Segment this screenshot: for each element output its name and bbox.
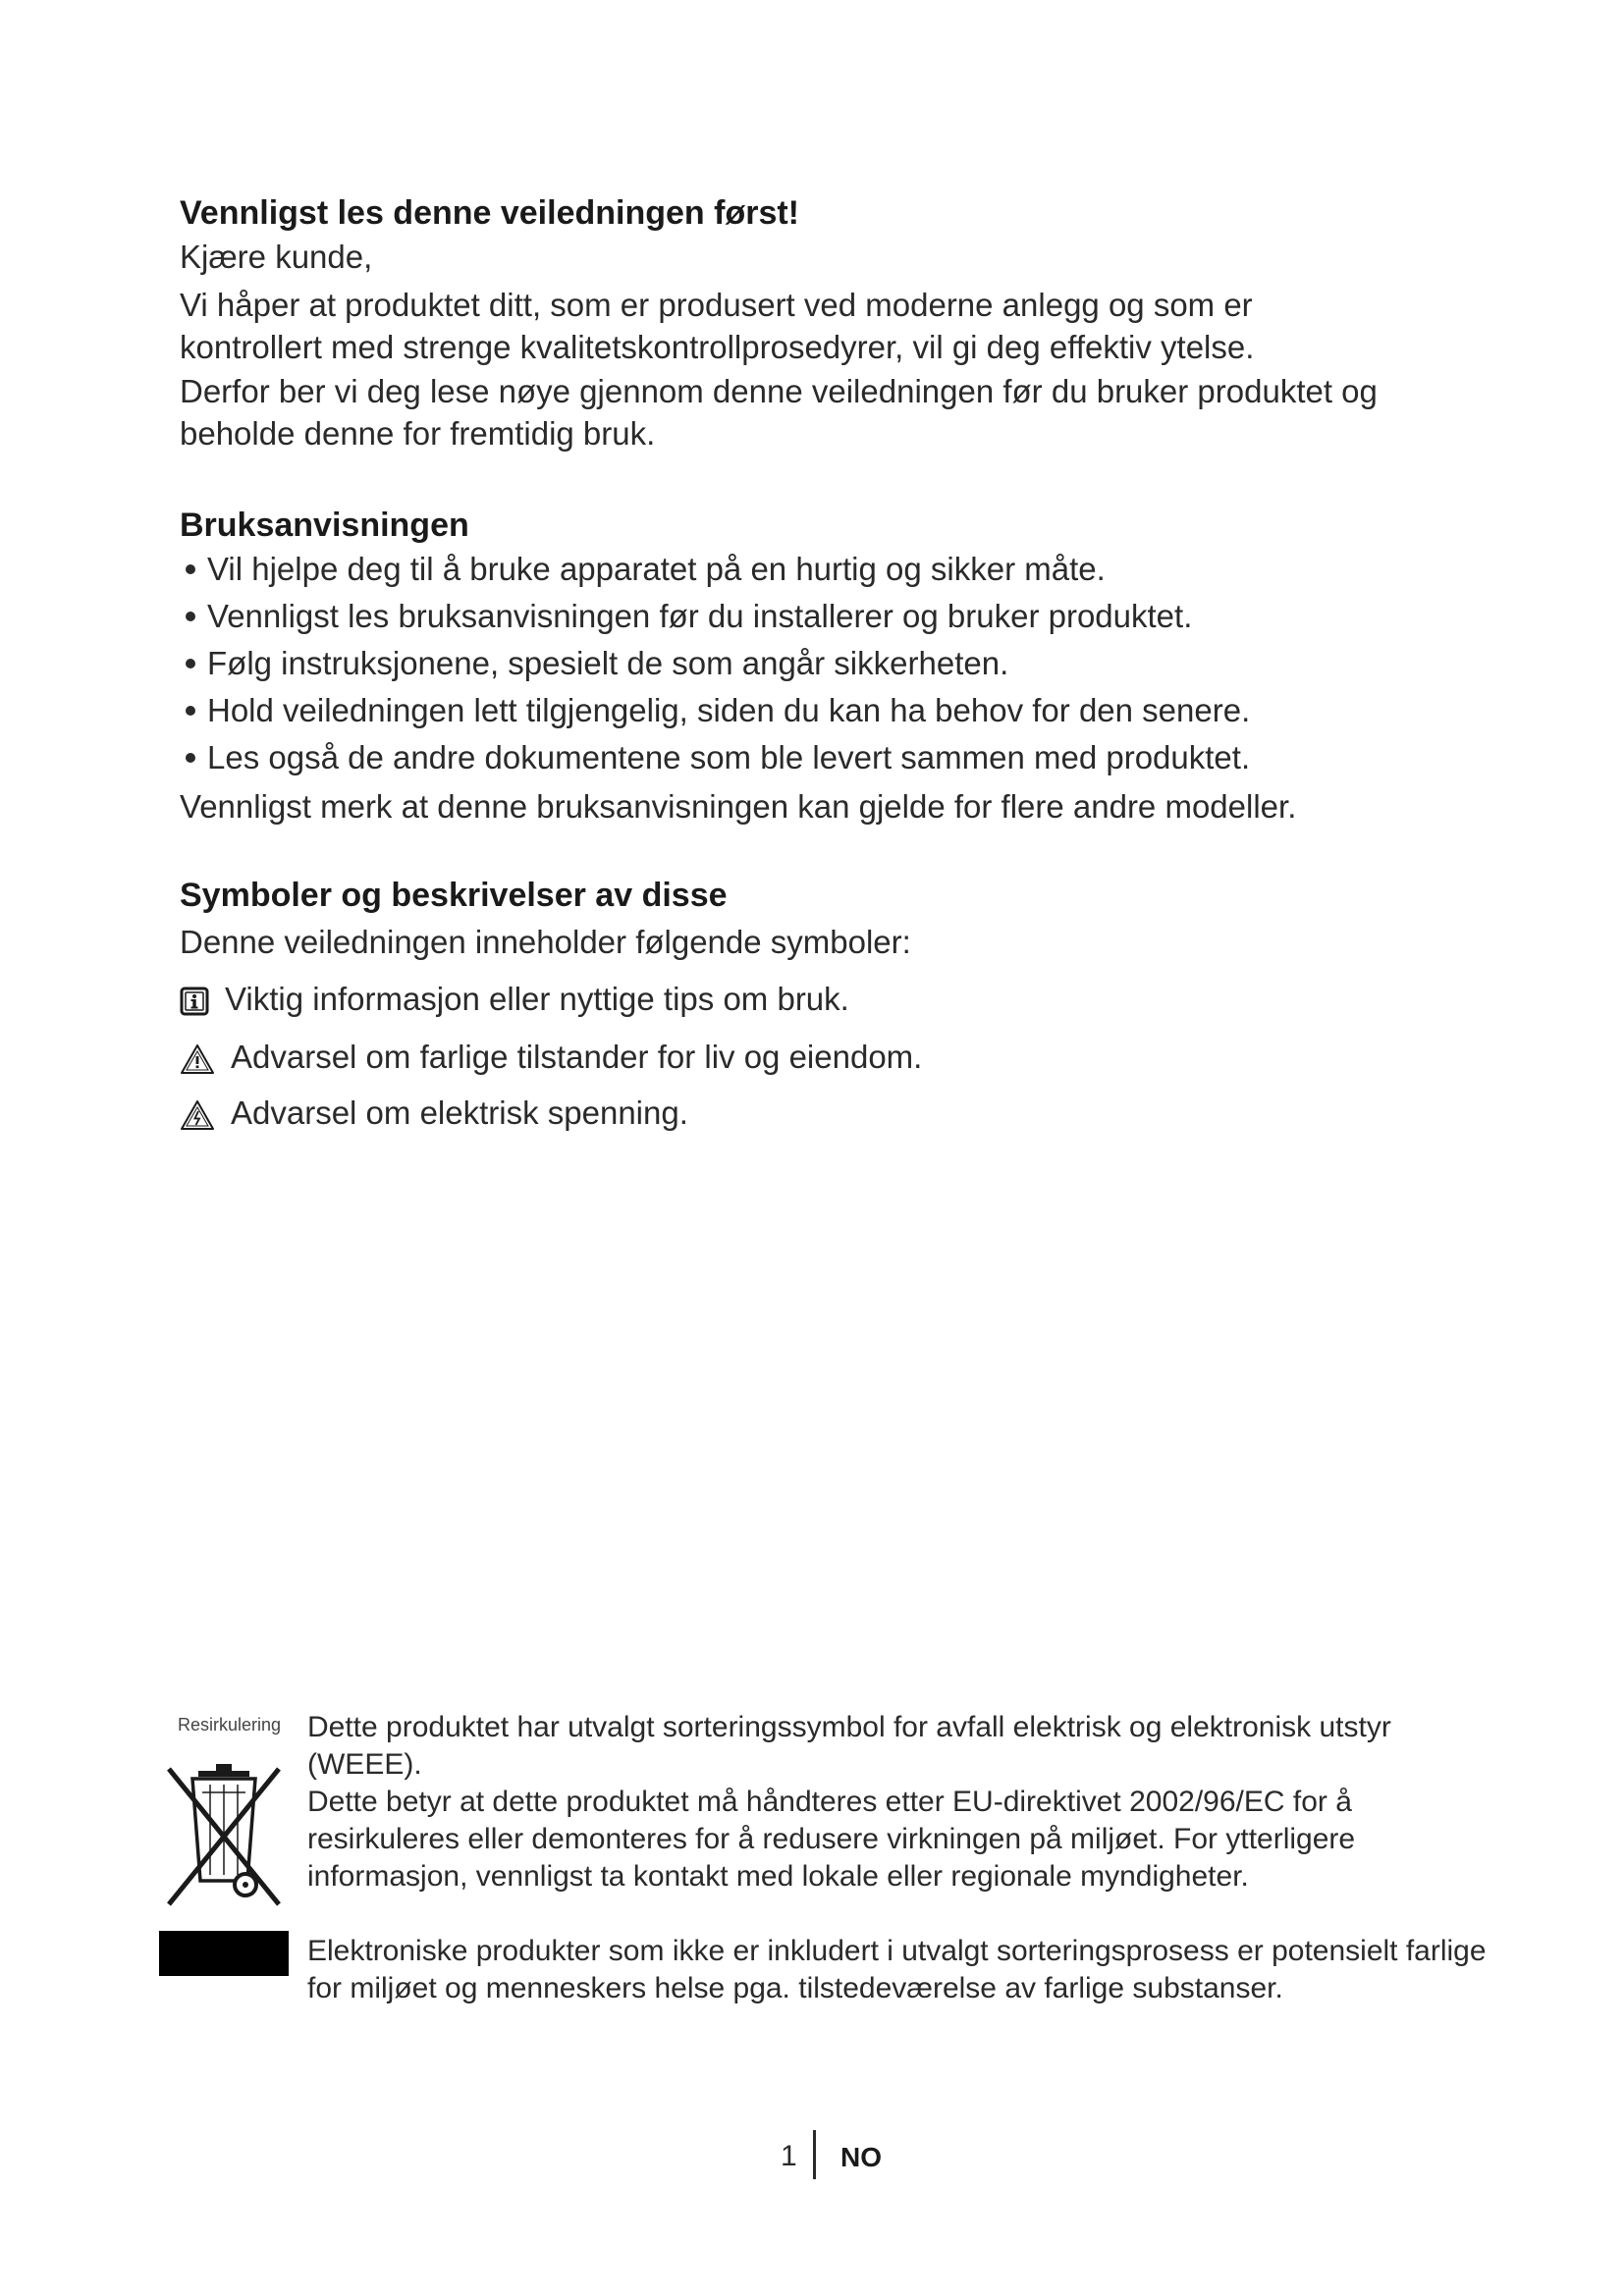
symbols-heading: Symboler og beskrivelser av disse [180, 877, 728, 914]
intro-heading: Vennligst les denne veiledningen først! [180, 194, 800, 232]
electric-warning-icon [180, 1098, 215, 1132]
info-icon [180, 987, 209, 1016]
crossed-out-bin-icon [159, 1749, 289, 1918]
list-item: Les også de andre dokumentene som ble levert sammen med produktet. [180, 734, 1250, 781]
bullet-icon [186, 564, 195, 574]
recycling-text-2: Dette betyr at dette produktet må håndteres etter EU-direktivet 2002/96/EC for å resirkuleres eller demonteres for å redusere virkningen på miljøet. For ytterligere informasjon, vennligst ta kontakt med lokale eller regionale myndigheter. [307, 1786, 1356, 1893]
warning-icon [180, 1042, 215, 1076]
list-item: Følg instruksjonene, spesielt de som angår sikkerheten. [180, 640, 1250, 687]
recycling-label: Resirkulering [178, 1715, 282, 1735]
bullet-icon [186, 612, 195, 621]
page-number: 1 [781, 2140, 797, 2172]
list-item: Vennligst les bruksanvisningen før du installerer og bruker produktet. [180, 593, 1250, 640]
symbol-row-electric [180, 1089, 688, 1138]
weee-black-bar [159, 1931, 289, 1976]
page-footer [0, 2130, 1624, 2185]
symbol-text: Viktig informasjon eller nyttige tips om bruk. [225, 981, 849, 1017]
recycling-text-1: Dette produktet har utvalgt sorteringssymbol for avfall elektrisk og elektronisk utstyr (WEEE). [307, 1711, 1391, 1781]
bullet-icon [186, 659, 195, 668]
symbol-row-warning [180, 1033, 922, 1082]
bullet-icon [186, 706, 195, 716]
manual-note: Vennligst merk at denne bruksanvisningen kan gjelde for flere andre modeller. [180, 788, 1297, 825]
symbol-text: Advarsel om elektrisk spenning. [231, 1095, 688, 1131]
manual-heading: Bruksanvisningen [180, 507, 469, 544]
greeting: Kjære kunde, [180, 239, 373, 275]
symbol-row-info [180, 975, 849, 1024]
manual-bullet-list [180, 546, 1250, 781]
intro-paragraph-2: Derfor ber vi deg lese nøye gjennom denne veiledningen før du bruker produktet og beholde denne for fremtidig bruk. [180, 373, 1378, 452]
recycling-text-3: Elektroniske produkter som ikke er inkludert i utvalgt sorteringsprosess er potensielt farlige for miljøet og menneskers helse pga. tilstedeværelse av farlige substanser. [307, 1935, 1487, 2004]
list-item: Hold veiledningen lett tilgjengelig, siden du kan ha behov for den senere. [180, 687, 1250, 734]
footer-divider [813, 2130, 816, 2179]
list-item: Vil hjelpe deg til å bruke apparatet på en hurtig og sikker måte. [180, 546, 1250, 593]
language-code: NO [840, 2142, 882, 2172]
symbol-text: Advarsel om farlige tilstander for liv og eiendom. [231, 1039, 923, 1075]
bullet-icon [186, 753, 195, 763]
symbols-intro: Denne veiledningen inneholder følgende symboler: [180, 924, 911, 960]
intro-paragraph-1: Vi håper at produktet ditt, som er produsert ved moderne anlegg og som er kontrollert med strenge kvalitetskontrollprosedyrer, vil gi deg effektiv ytelse. [180, 287, 1255, 365]
